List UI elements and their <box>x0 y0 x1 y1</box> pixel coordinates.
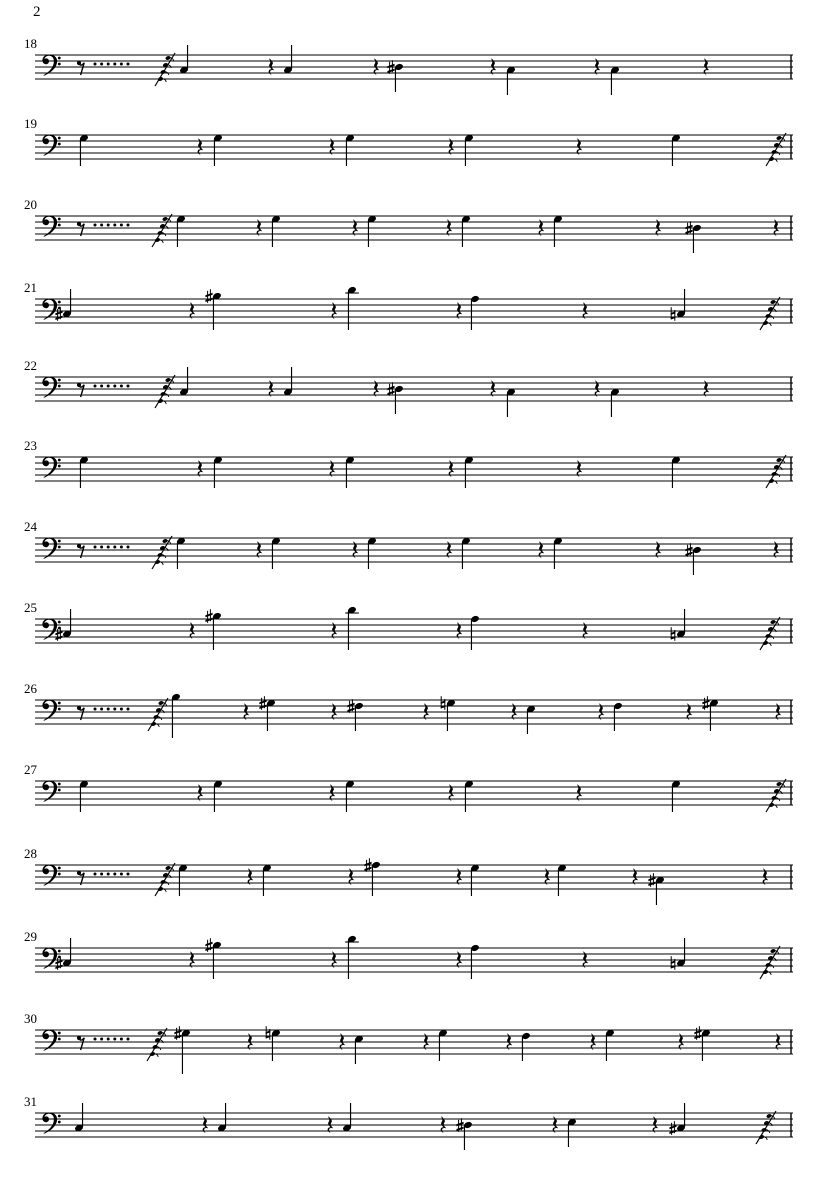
measure-number: 26 <box>24 681 37 696</box>
quarter-note <box>526 705 536 734</box>
quarter-note <box>441 696 456 731</box>
measure-number: 19 <box>24 116 37 131</box>
quarter-note <box>262 864 272 896</box>
staff-system-23 <box>24 438 793 488</box>
staff-system-21 <box>24 280 793 330</box>
quarter-note <box>179 45 189 74</box>
quarter-note <box>176 537 186 569</box>
quarter-note <box>553 215 563 247</box>
quarter-note <box>506 66 516 95</box>
sharp-icon <box>694 1026 701 1040</box>
quarter-note <box>671 780 681 812</box>
measure-number: 27 <box>24 762 37 777</box>
grace-note-cluster <box>148 698 168 731</box>
quarter-note <box>213 134 223 166</box>
page-number: 2 <box>33 4 41 20</box>
measure-number: 22 <box>24 358 37 373</box>
grace-note-cluster <box>155 53 175 86</box>
quarter-note <box>271 537 281 569</box>
quarter-note <box>456 1118 472 1150</box>
quarter-note <box>79 134 89 166</box>
quarter-note <box>213 456 223 488</box>
sharp-icon <box>174 1026 181 1040</box>
quarter-note <box>367 537 377 569</box>
quarter-note <box>470 295 480 330</box>
measure-number: 24 <box>24 519 37 534</box>
quarter-note <box>521 1032 531 1061</box>
grace-note-cluster <box>766 779 786 812</box>
sharp-icon <box>205 938 212 952</box>
quarter-note <box>74 1103 84 1132</box>
quarter-note <box>613 702 623 731</box>
quarter-note <box>470 615 480 650</box>
quarter-note <box>438 1029 448 1061</box>
quarter-note <box>79 456 89 488</box>
quarter-note <box>470 864 480 896</box>
sharp-icon <box>648 873 655 887</box>
quarter-note <box>176 215 186 247</box>
staff-system-19 <box>24 116 793 166</box>
quarter-note <box>685 543 701 575</box>
quarter-note <box>702 696 718 731</box>
measure-number: 28 <box>24 846 37 861</box>
quarter-note <box>671 456 681 488</box>
quarter-note <box>179 367 189 396</box>
quarter-note <box>464 780 474 812</box>
staff-system-31 <box>24 1094 793 1150</box>
quarter-note <box>271 215 281 247</box>
measure-number: 18 <box>24 36 37 51</box>
sharp-icon <box>259 696 266 710</box>
quarter-note <box>464 456 474 488</box>
quarter-note <box>685 221 701 253</box>
sharp-icon <box>205 609 212 623</box>
quarter-note <box>213 780 223 812</box>
staff-system-22 <box>24 358 793 417</box>
quarter-note <box>387 60 403 92</box>
staff-system-24 <box>24 519 793 575</box>
staff-system-18 <box>24 36 793 95</box>
sharp-icon <box>669 1121 676 1135</box>
staff-system-20 <box>24 197 793 253</box>
quarter-note <box>461 537 471 569</box>
natural-icon <box>671 627 676 641</box>
measure-number: 25 <box>24 600 37 615</box>
staff-system-26 <box>24 681 793 738</box>
quarter-note <box>342 1103 352 1132</box>
quarter-note <box>671 134 681 166</box>
natural-icon <box>266 1026 271 1040</box>
quarter-note <box>205 289 221 330</box>
staff-system-25 <box>24 600 793 650</box>
grace-note-cluster <box>760 617 780 650</box>
staff-system-27 <box>24 762 793 812</box>
quarter-note <box>464 134 474 166</box>
measure-number: 29 <box>24 929 37 944</box>
grace-note-cluster <box>766 133 786 166</box>
quarter-note <box>605 1029 615 1061</box>
quarter-note <box>506 388 516 417</box>
grace-note-cluster <box>155 375 175 408</box>
sharp-icon <box>205 289 212 303</box>
staff-system-30 <box>24 1011 793 1074</box>
staff-system-28 <box>24 846 793 905</box>
measure-number: 20 <box>24 197 37 212</box>
quarter-note <box>205 609 221 650</box>
quarter-note <box>283 45 293 74</box>
natural-icon <box>671 956 676 970</box>
grace-note-cluster <box>760 946 780 979</box>
natural-icon <box>441 696 446 710</box>
quarter-note <box>347 699 363 731</box>
quarter-note <box>205 938 221 979</box>
grace-note-cluster <box>152 214 172 247</box>
measure-number: 23 <box>24 438 37 453</box>
quarter-note <box>461 215 471 247</box>
staff-system-29 <box>24 929 793 979</box>
sharp-icon <box>702 696 709 710</box>
quarter-note <box>345 134 355 166</box>
grace-note-cluster <box>756 1111 776 1144</box>
natural-icon <box>671 307 676 321</box>
quarter-note <box>345 780 355 812</box>
grace-note-cluster <box>152 536 172 569</box>
quarter-note <box>694 1026 710 1061</box>
quarter-note <box>610 388 620 417</box>
quarter-note <box>557 864 567 896</box>
quarter-note <box>387 382 403 414</box>
quarter-note <box>174 1026 190 1074</box>
measure-number: 21 <box>24 280 37 295</box>
grace-note-cluster <box>766 455 786 488</box>
quarter-note <box>345 456 355 488</box>
quarter-note <box>178 864 188 896</box>
quarter-note <box>79 780 89 812</box>
quarter-note <box>354 1035 364 1064</box>
quarter-note <box>553 537 563 569</box>
quarter-note <box>266 1026 281 1061</box>
grace-note-cluster <box>760 297 780 330</box>
measure-number: 31 <box>24 1094 37 1109</box>
quarter-note <box>470 944 480 979</box>
measure-number: 30 <box>24 1011 37 1026</box>
quarter-note <box>567 1118 577 1147</box>
grace-note-cluster <box>147 1028 167 1061</box>
quarter-note <box>610 66 620 95</box>
quarter-note <box>283 367 293 396</box>
quarter-note <box>217 1103 227 1132</box>
quarter-note <box>367 215 377 247</box>
grace-note-cluster <box>155 863 175 896</box>
quarter-note <box>259 696 275 731</box>
